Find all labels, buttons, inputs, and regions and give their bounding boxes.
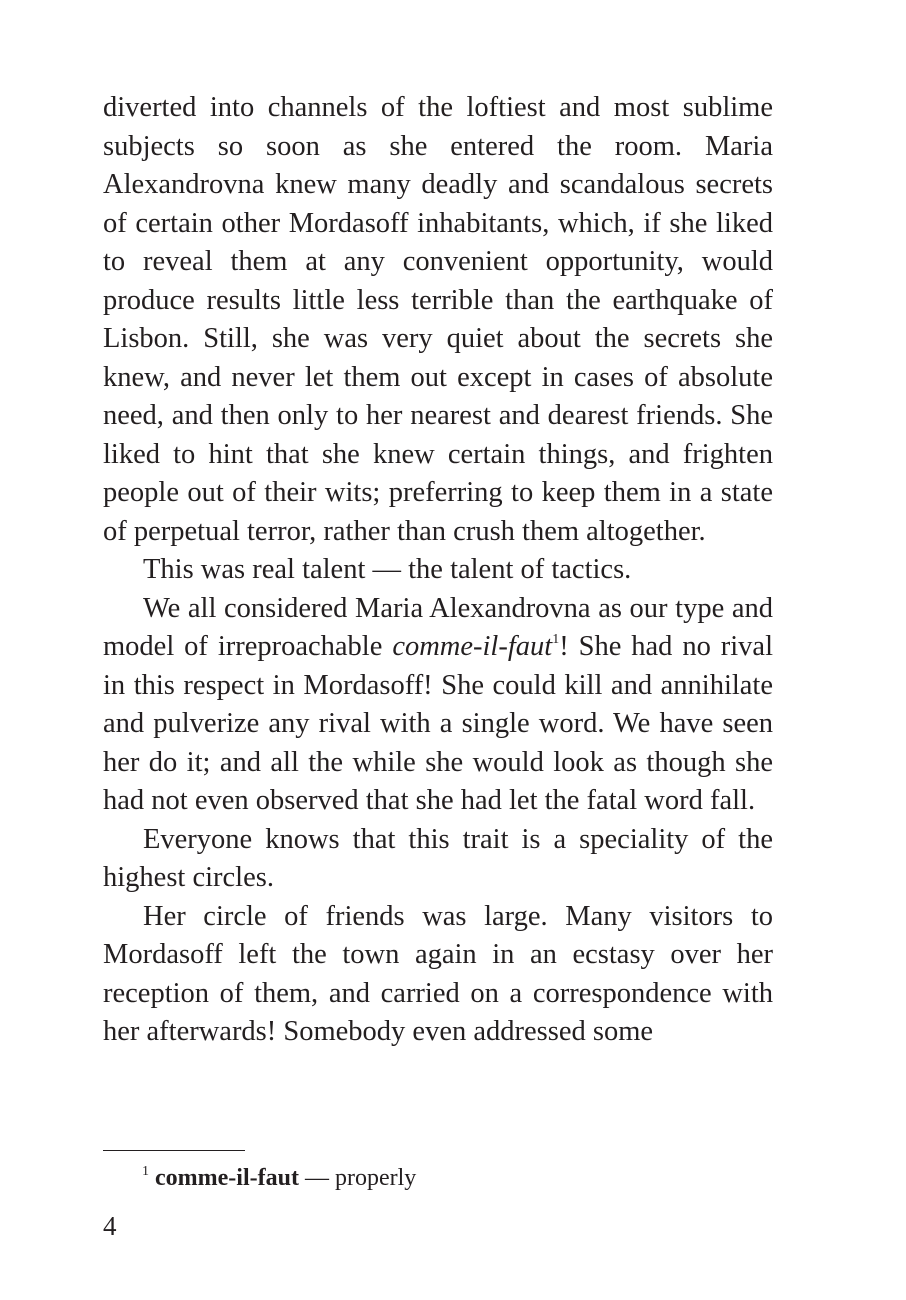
footnote-number: 1 — [142, 1164, 149, 1179]
page-number: 4 — [103, 1211, 117, 1241]
paragraph-3-text-before: We all considered Maria Alexandrovna as our type and model of irreproachable — [103, 592, 773, 662]
footnote-reference[interactable]: 1 — [552, 632, 560, 647]
paragraph-1: diverted into channels of the loftiest and most sublime subjects so soon as she entered the room. Maria Alexandrovna knew many deadly and scandalous secrets of certain other Mordasoff inhabitants, which, if she liked to reveal them at any convenient opportunity, would produce results little less terrible than the earthquake of Lisbon. Still, she was very quiet about the secrets she knew, and never let them out except in cases of absolute need, and then only to her nearest and dearest friends. She liked to hint that she knew certain things, and frighten people out of their wits; preferring to keep them in a state of perpetual terror, rather than crush them altogether. — [103, 92, 773, 547]
footnote-definition: — properly — [298, 1165, 417, 1191]
body-text — [103, 89, 773, 1052]
paragraph-4: Everyone knows that this trait is a speciality of the highest circles. — [103, 823, 773, 893]
footnote-term: comme-il-faut — [155, 1165, 299, 1191]
paragraph-5: Her circle of friends was large. Many visitors to Mordasoff left the town again in an ecstasy over her reception of them, and carried on a correspondence with her afterwards! Somebody even addressed some — [103, 900, 773, 1047]
paragraph-3-text-after: ! She had no rival in this respect in Mordasoff! She could kill and annihilate and pulverize any rival with a single word. We have seen her do it; and all the while she would look as though she had not even observed that she had let the fatal word fall. — [103, 631, 773, 816]
footnote — [142, 1156, 416, 1194]
paragraph-2: This was real talent — the talent of tactics. — [143, 554, 632, 585]
footnote-divider — [103, 1150, 245, 1151]
paragraph-3 — [103, 590, 773, 821]
italic-term: comme-il-faut — [392, 631, 553, 662]
